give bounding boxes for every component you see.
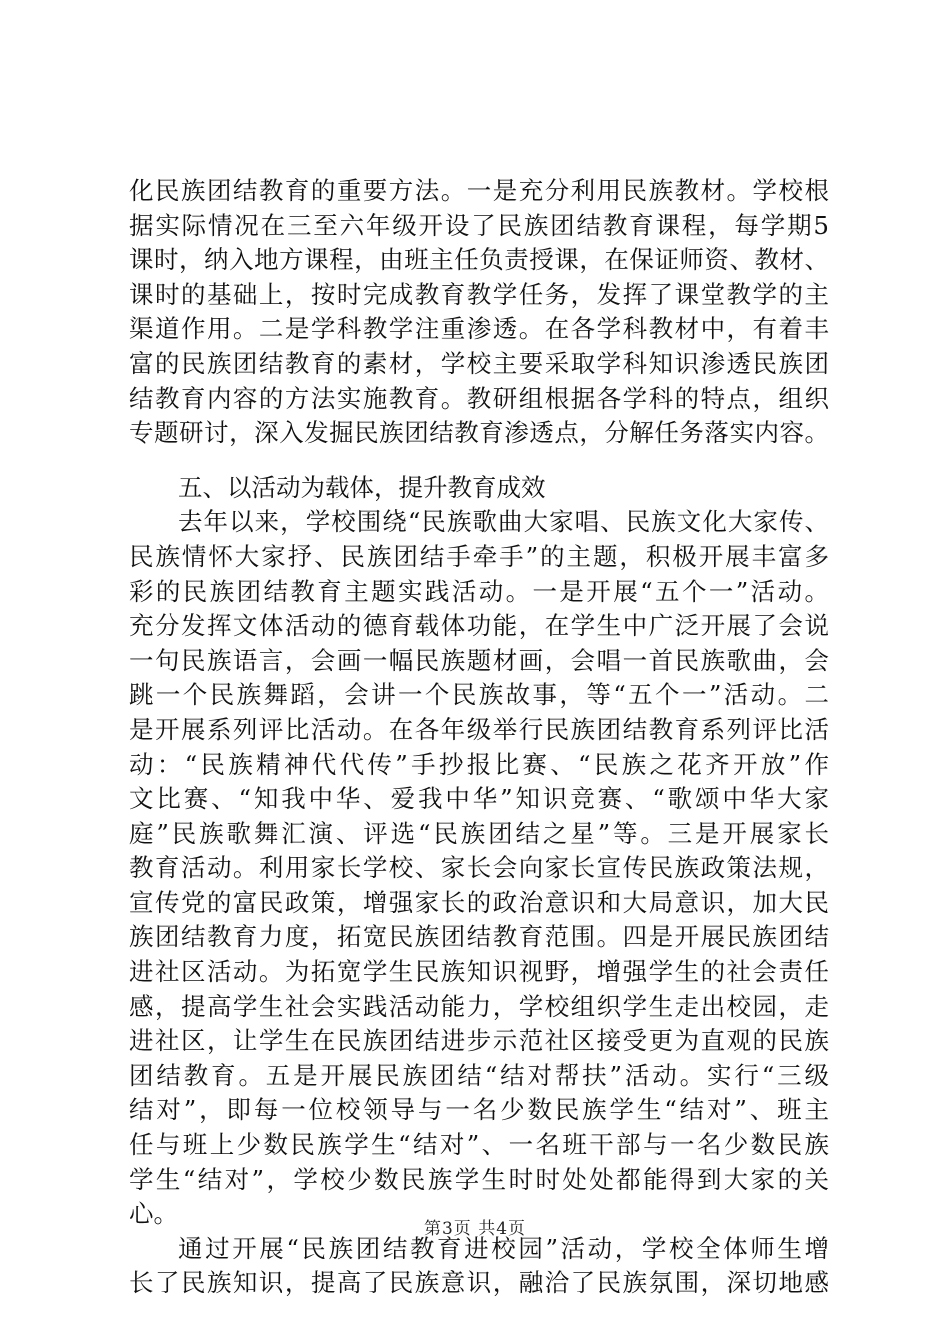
text-line: 教育活动。利用家长学校、家长会向家长宣传民族政策法规， — [129, 853, 829, 883]
text-line: 彩的民族团结教育主题实践活动。一是开展“五个一”活动。 — [129, 576, 829, 606]
text-line: 渠道作用。二是学科教学注重渗透。在各学科教材中，有着丰 — [129, 314, 829, 344]
paragraph-spacer — [129, 451, 829, 471]
text-line: 族团结教育力度，拓宽民族团结教育范围。四是开展民族团结 — [129, 922, 829, 952]
text-line: 化民族团结教育的重要方法。一是充分利用民族教材。学校根 — [129, 176, 829, 205]
text-line: 民族情怀大家抒、民族团结手牵手”的主题，积极开展丰富多 — [129, 541, 829, 571]
text-line: 据实际情况在三至六年级开设了民族团结教育课程，每学期5 — [129, 210, 829, 240]
text-line: 充分发挥文体活动的德育载体功能，在学生中广泛开展了会说 — [129, 611, 829, 641]
text-line: 任与班上少数民族学生“结对”、一名班干部与一名少数民族 — [129, 1130, 829, 1160]
text-line: 课时，纳入地方课程，由班主任负责授课，在保证师资、教材、 — [129, 245, 829, 275]
text-line: 一句民族语言，会画一幅民族题材画，会唱一首民族歌曲，会 — [129, 645, 829, 675]
document-body — [129, 174, 829, 1301]
text-line: 进社区活动。为拓宽学生民族知识视野，增强学生的社会责任 — [129, 957, 829, 987]
text-line: 进社区，让学生在民族团结进步示范社区接受更为直观的民族 — [129, 1026, 829, 1056]
page-number-footer: 第3页 共4页 — [423, 1219, 527, 1239]
text-line: 结教育内容的方法实施教育。教研组根据各学科的特点，组织 — [129, 383, 829, 413]
text-line: 文比赛、“知我中华、爱我中华”知识竞赛、“歌颂中华大家 — [129, 784, 829, 814]
text-line: 通过开展“民族团结教育进校园”活动，学校全体师生增 — [178, 1233, 829, 1263]
text-line: 长了民族知识，提高了民族意识，融洽了民族氛围，深切地感 — [129, 1268, 829, 1298]
text-line: 去年以来，学校围绕“民族歌曲大家唱、民族文化大家传、 — [178, 507, 829, 537]
text-line: 动：“民族精神代代传”手抄报比赛、“民族之花齐开放”作 — [129, 749, 829, 779]
section-heading: 五、以活动为载体，提升教育成效 — [178, 472, 546, 502]
text-line: 富的民族团结教育的素材，学校主要采取学科知识渗透民族团 — [129, 348, 829, 378]
text-line: 感，提高学生社会实践活动能力，学校组织学生走出校园，走 — [129, 991, 829, 1021]
paragraph-3 — [129, 1232, 829, 1301]
text-line: 课时的基础上，按时完成教育教学任务，发挥了课堂教学的主 — [129, 279, 829, 309]
text-line: 学生“结对”，学校少数民族学生时时处处都能得到大家的关 — [129, 1164, 829, 1194]
text-line: 专题研讨，深入发掘民族团结教育渗透点，分解任务落实内容。 — [129, 418, 829, 448]
text-line: 是开展系列评比活动。在各年级举行民族团结教育系列评比活 — [129, 714, 829, 744]
text-line: 心。 — [129, 1199, 178, 1229]
paragraph-2 — [129, 505, 829, 1231]
text-line: 庭”民族歌舞汇演、评选“民族团结之星”等。三是开展家长 — [129, 818, 829, 848]
paragraph-1 — [129, 174, 829, 451]
text-line: 结对”，即每一位校领导与一名少数民族学生“结对”、班主 — [129, 1095, 829, 1125]
text-line: 团结教育。五是开展民族团结“结对帮扶”活动。实行“三级 — [129, 1060, 829, 1090]
text-line: 宣传党的富民政策，增强家长的政治意识和大局意识，加大民 — [129, 887, 829, 917]
text-line: 跳一个民族舞蹈，会讲一个民族故事，等“五个一”活动。二 — [129, 680, 829, 710]
